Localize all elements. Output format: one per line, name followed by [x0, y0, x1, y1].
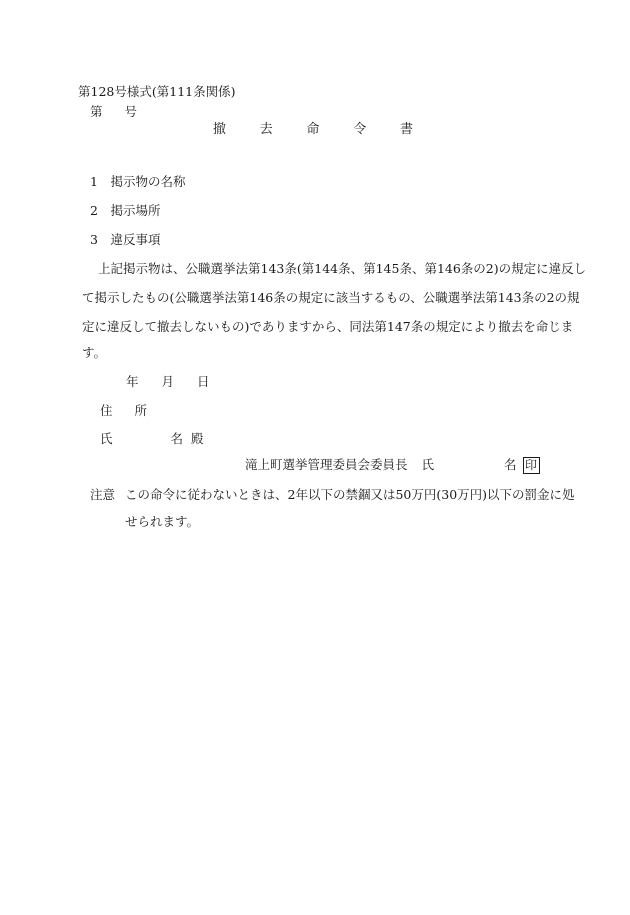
issuer-org: 滝上町選挙管理委員会委員長	[245, 457, 408, 472]
body-line: 定に違反して撤去しないもの)でありますから、同法第147条の規定により撤去を命じま	[82, 319, 574, 334]
recipient-line	[100, 431, 204, 447]
document-number	[90, 104, 137, 120]
title-char: 去	[259, 122, 273, 137]
issuer-mei: 名	[504, 457, 517, 472]
recipient-shi: 氏	[100, 431, 113, 446]
note-line	[90, 487, 575, 503]
address-ju: 住	[100, 403, 113, 418]
title-char: 撤	[213, 122, 227, 137]
date-day: 日	[197, 374, 210, 389]
issuer-shi: 氏	[421, 457, 435, 472]
note-continuation: せられます。	[125, 514, 200, 529]
note-label: 注意	[90, 487, 116, 502]
recipient-mei: 名	[170, 431, 184, 446]
address-line	[100, 403, 147, 419]
body-line: て掲示したもの(公職選挙法第146条の規定に該当するもの、公職選挙法第143条の2の規	[82, 290, 580, 305]
item-violation: 3 違反事項	[90, 232, 161, 247]
address-sho: 所	[134, 403, 148, 418]
seal-mark: 印	[523, 457, 540, 474]
item-name: 1 掲示物の名称	[90, 174, 186, 189]
issuer-line	[245, 457, 540, 474]
title-char: 令	[353, 122, 367, 137]
number-suffix: 号	[124, 104, 138, 119]
form-label: 第128号様式(第111条関係)	[78, 84, 236, 99]
title-char: 命	[306, 122, 320, 137]
body-line: す。	[82, 345, 107, 360]
body-line: 上記掲示物は、公職選挙法第143条(第144条、第145条、第146条の2)の規定に違反し	[98, 261, 587, 276]
title-char: 書	[399, 122, 413, 137]
date-month: 月	[161, 374, 175, 389]
recipient-dono: 殿	[191, 431, 204, 446]
date-year: 年	[126, 374, 139, 389]
document-title	[213, 122, 413, 138]
item-location: 2 掲示場所	[90, 203, 161, 218]
note-text: この命令に従わないときは、2年以下の禁錮又は50万円(30万円)以下の罰金に処	[125, 487, 575, 502]
number-prefix: 第	[90, 104, 103, 119]
date-line	[126, 374, 210, 390]
